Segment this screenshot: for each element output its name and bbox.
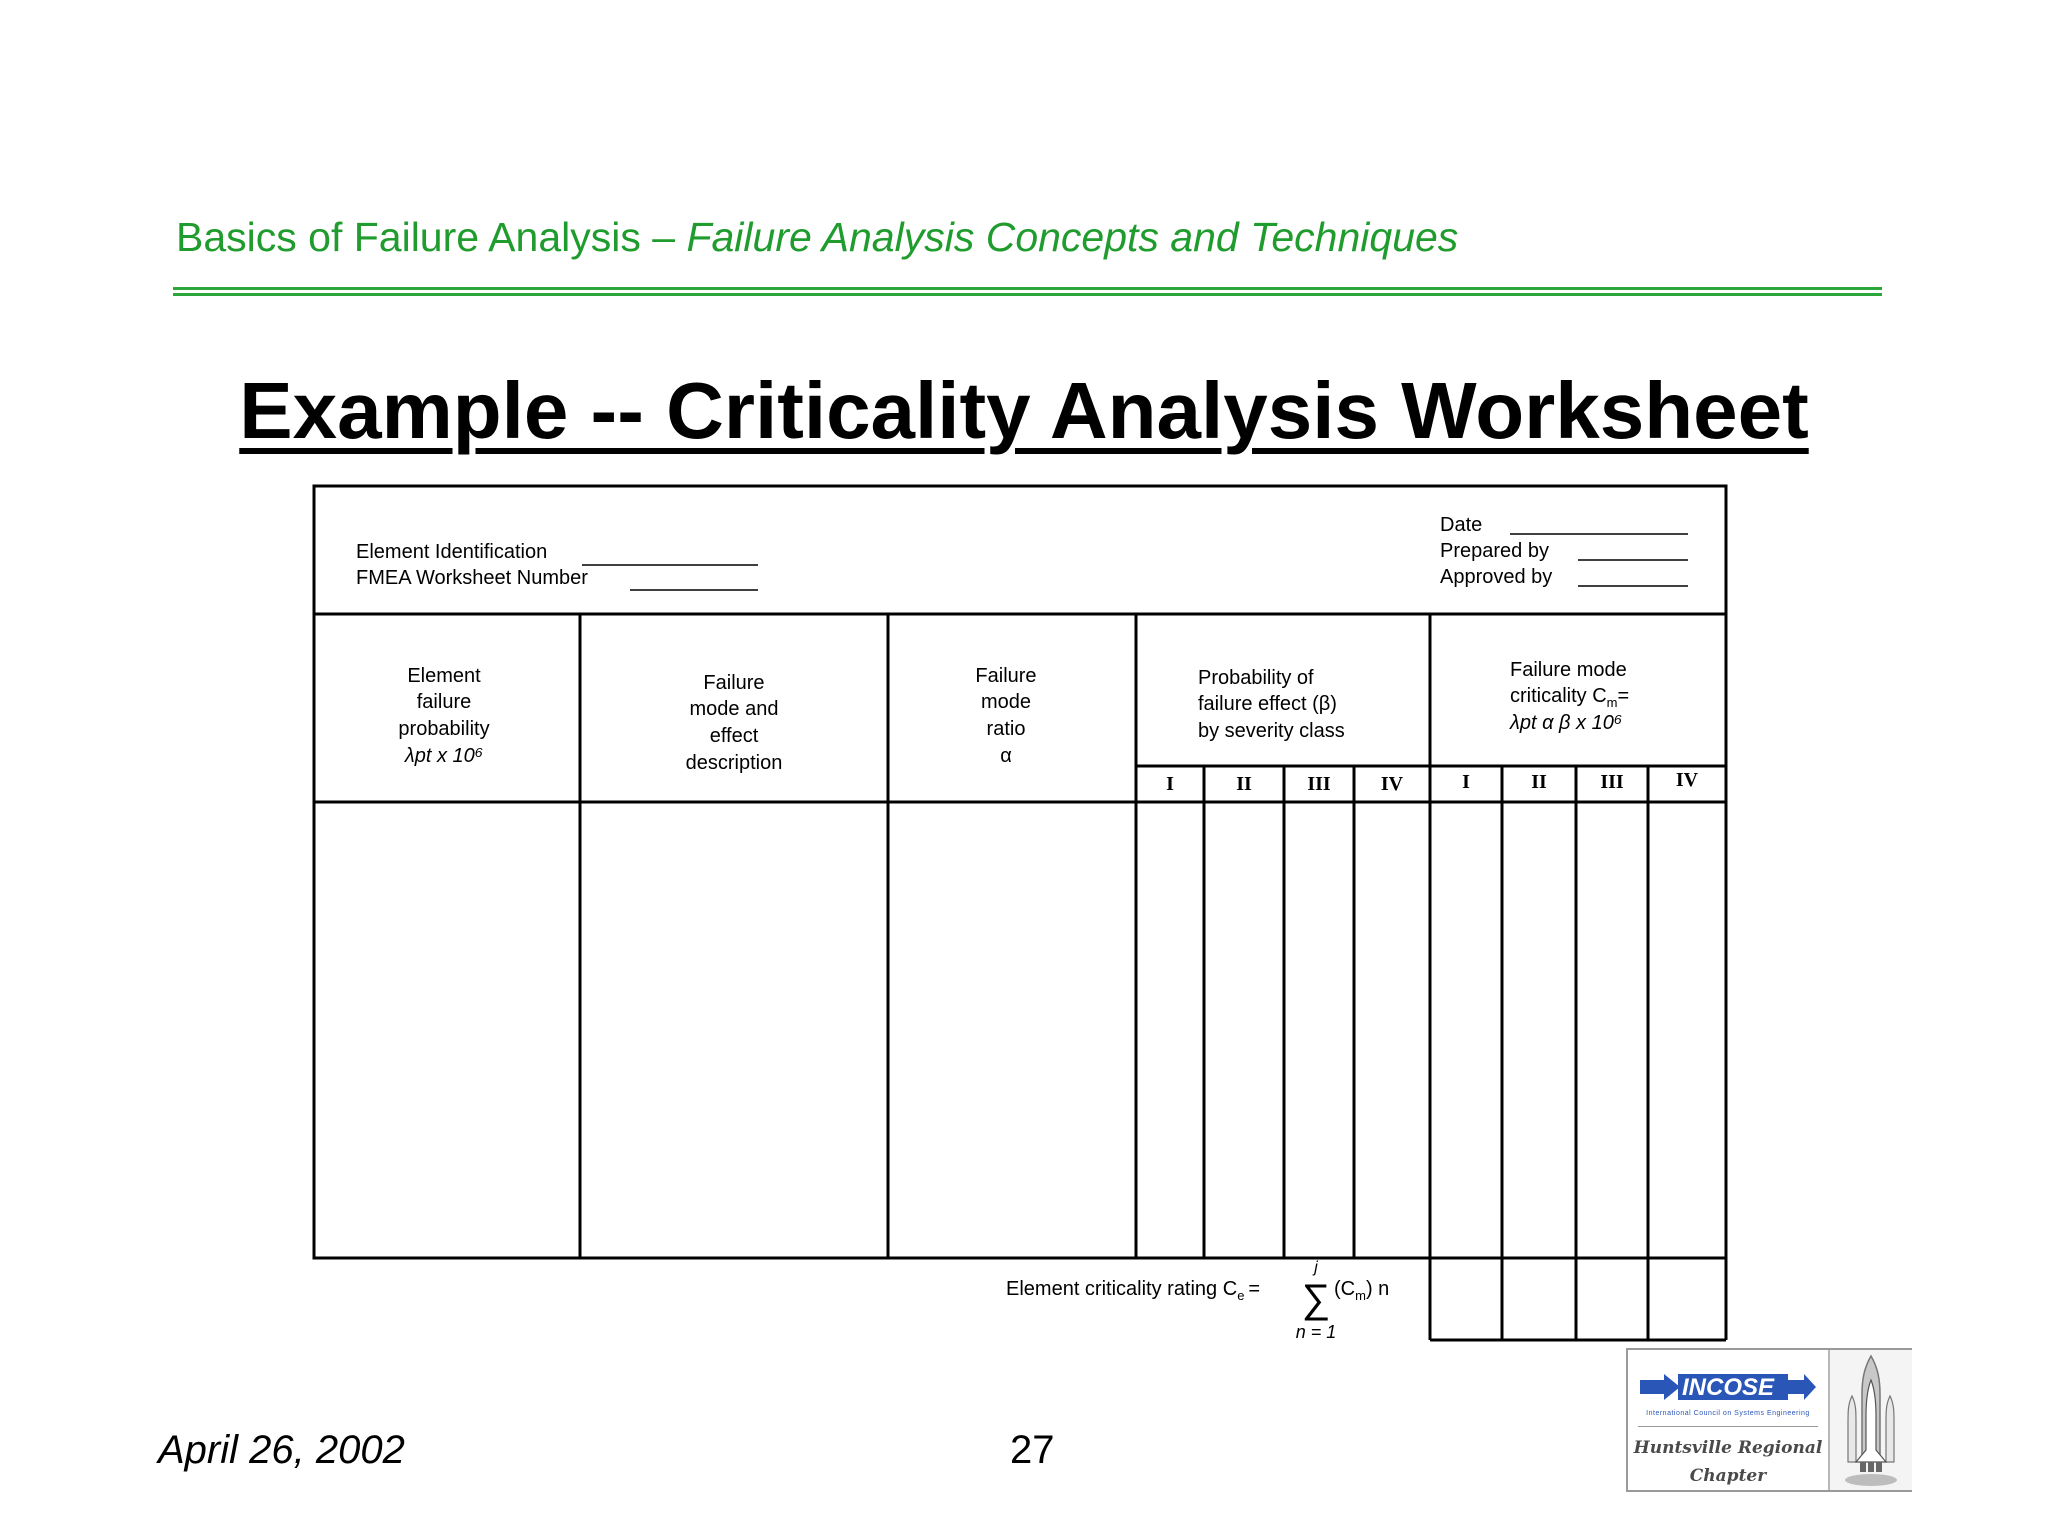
footer-date: April 26, 2002 — [158, 1428, 405, 1472]
space-shuttle-icon — [1830, 1350, 1912, 1490]
rating-label-sub: e — [1237, 1288, 1245, 1303]
col2-line1: Failure — [703, 672, 765, 694]
sum-symbol: ∑ — [1301, 1277, 1331, 1321]
prob-severity-1: I — [1166, 773, 1174, 795]
rating-term-text: (C — [1334, 1278, 1356, 1300]
sum-upper-limit: j — [1314, 1259, 1318, 1276]
col5-line2 — [1510, 685, 1629, 710]
approved-by-label: Approved by — [1440, 566, 1553, 588]
col3-line4: α — [1000, 745, 1012, 767]
prob-severity-3: III — [1307, 773, 1331, 795]
col2-line3: effect — [709, 725, 759, 747]
logo-text-panel — [1628, 1350, 1830, 1490]
crit-severity-3: III — [1600, 771, 1624, 793]
crit-severity-1: I — [1462, 771, 1470, 793]
date-label: Date — [1440, 514, 1483, 536]
col5-line3: λpt α β x 10⁶ — [1510, 712, 1623, 734]
header-title-plain: Basics of Failure Analysis – — [176, 214, 687, 260]
col5-line1: Failure mode — [1510, 659, 1627, 681]
rating-term-end: ) n — [1365, 1278, 1390, 1300]
logo-subtitle: International Council on Systems Engineering — [1646, 1410, 1810, 1417]
col1-line2: failure — [416, 691, 472, 713]
col5-line2-sub: m — [1606, 695, 1618, 710]
sum-lower-limit: n = 1 — [1295, 1322, 1337, 1342]
col4-line2: failure effect (β) — [1198, 693, 1337, 715]
logo-chapter-line2: Chapter — [1689, 1466, 1767, 1486]
fmea-worksheet-number-label: FMEA Worksheet Number — [356, 567, 588, 589]
worksheet-outer-border — [314, 486, 1726, 1258]
rating-equals: = — [1248, 1278, 1261, 1300]
logo-brand: INCOSE — [1681, 1374, 1774, 1401]
col1-line1: Element — [407, 665, 481, 687]
col3-line3: ratio — [986, 718, 1026, 740]
rating-term-sub: m — [1355, 1288, 1366, 1303]
header-rule-bottom — [173, 293, 1882, 296]
col4-line1: Probability of — [1198, 667, 1314, 689]
prepared-by-label: Prepared by — [1440, 540, 1549, 562]
slide-title: Example -- Criticality Analysis Worksheet — [239, 366, 1809, 455]
col2-line2: mode and — [689, 698, 779, 720]
logo-chapter-line1: Huntsville Regional — [1633, 1438, 1823, 1458]
header-rule-top — [173, 287, 1882, 290]
crit-severity-4: IV — [1675, 769, 1699, 791]
rating-term — [1334, 1278, 1389, 1303]
footer-page-number: 27 — [1010, 1428, 1055, 1472]
col1-line3: probability — [398, 718, 490, 740]
col5-line2-end: = — [1617, 685, 1630, 707]
logo-divider — [1638, 1426, 1818, 1427]
prob-severity-4: IV — [1380, 773, 1404, 795]
col5-line2-text: criticality C — [1510, 685, 1607, 707]
element-identification-label: Element Identification — [356, 541, 548, 563]
col2-line4: description — [685, 752, 783, 774]
element-criticality-rating-label — [1006, 1278, 1260, 1303]
criticality-worksheet-form — [300, 480, 1740, 1360]
rating-label-text: Element criticality rating C — [1006, 1278, 1238, 1300]
prob-severity-2: II — [1236, 773, 1252, 795]
slide-header — [176, 214, 1458, 261]
incose-logo — [1626, 1348, 1912, 1492]
logo-chapter — [1628, 1434, 1828, 1490]
crit-severity-2: II — [1531, 771, 1547, 793]
header-title-italic: Failure Analysis Concepts and Techniques — [686, 214, 1459, 260]
col3-line1: Failure — [975, 665, 1037, 687]
col1-formula: λpt x 10⁶ — [404, 745, 484, 767]
col3-line2: mode — [980, 691, 1032, 713]
col4-line3: by severity class — [1198, 720, 1345, 742]
